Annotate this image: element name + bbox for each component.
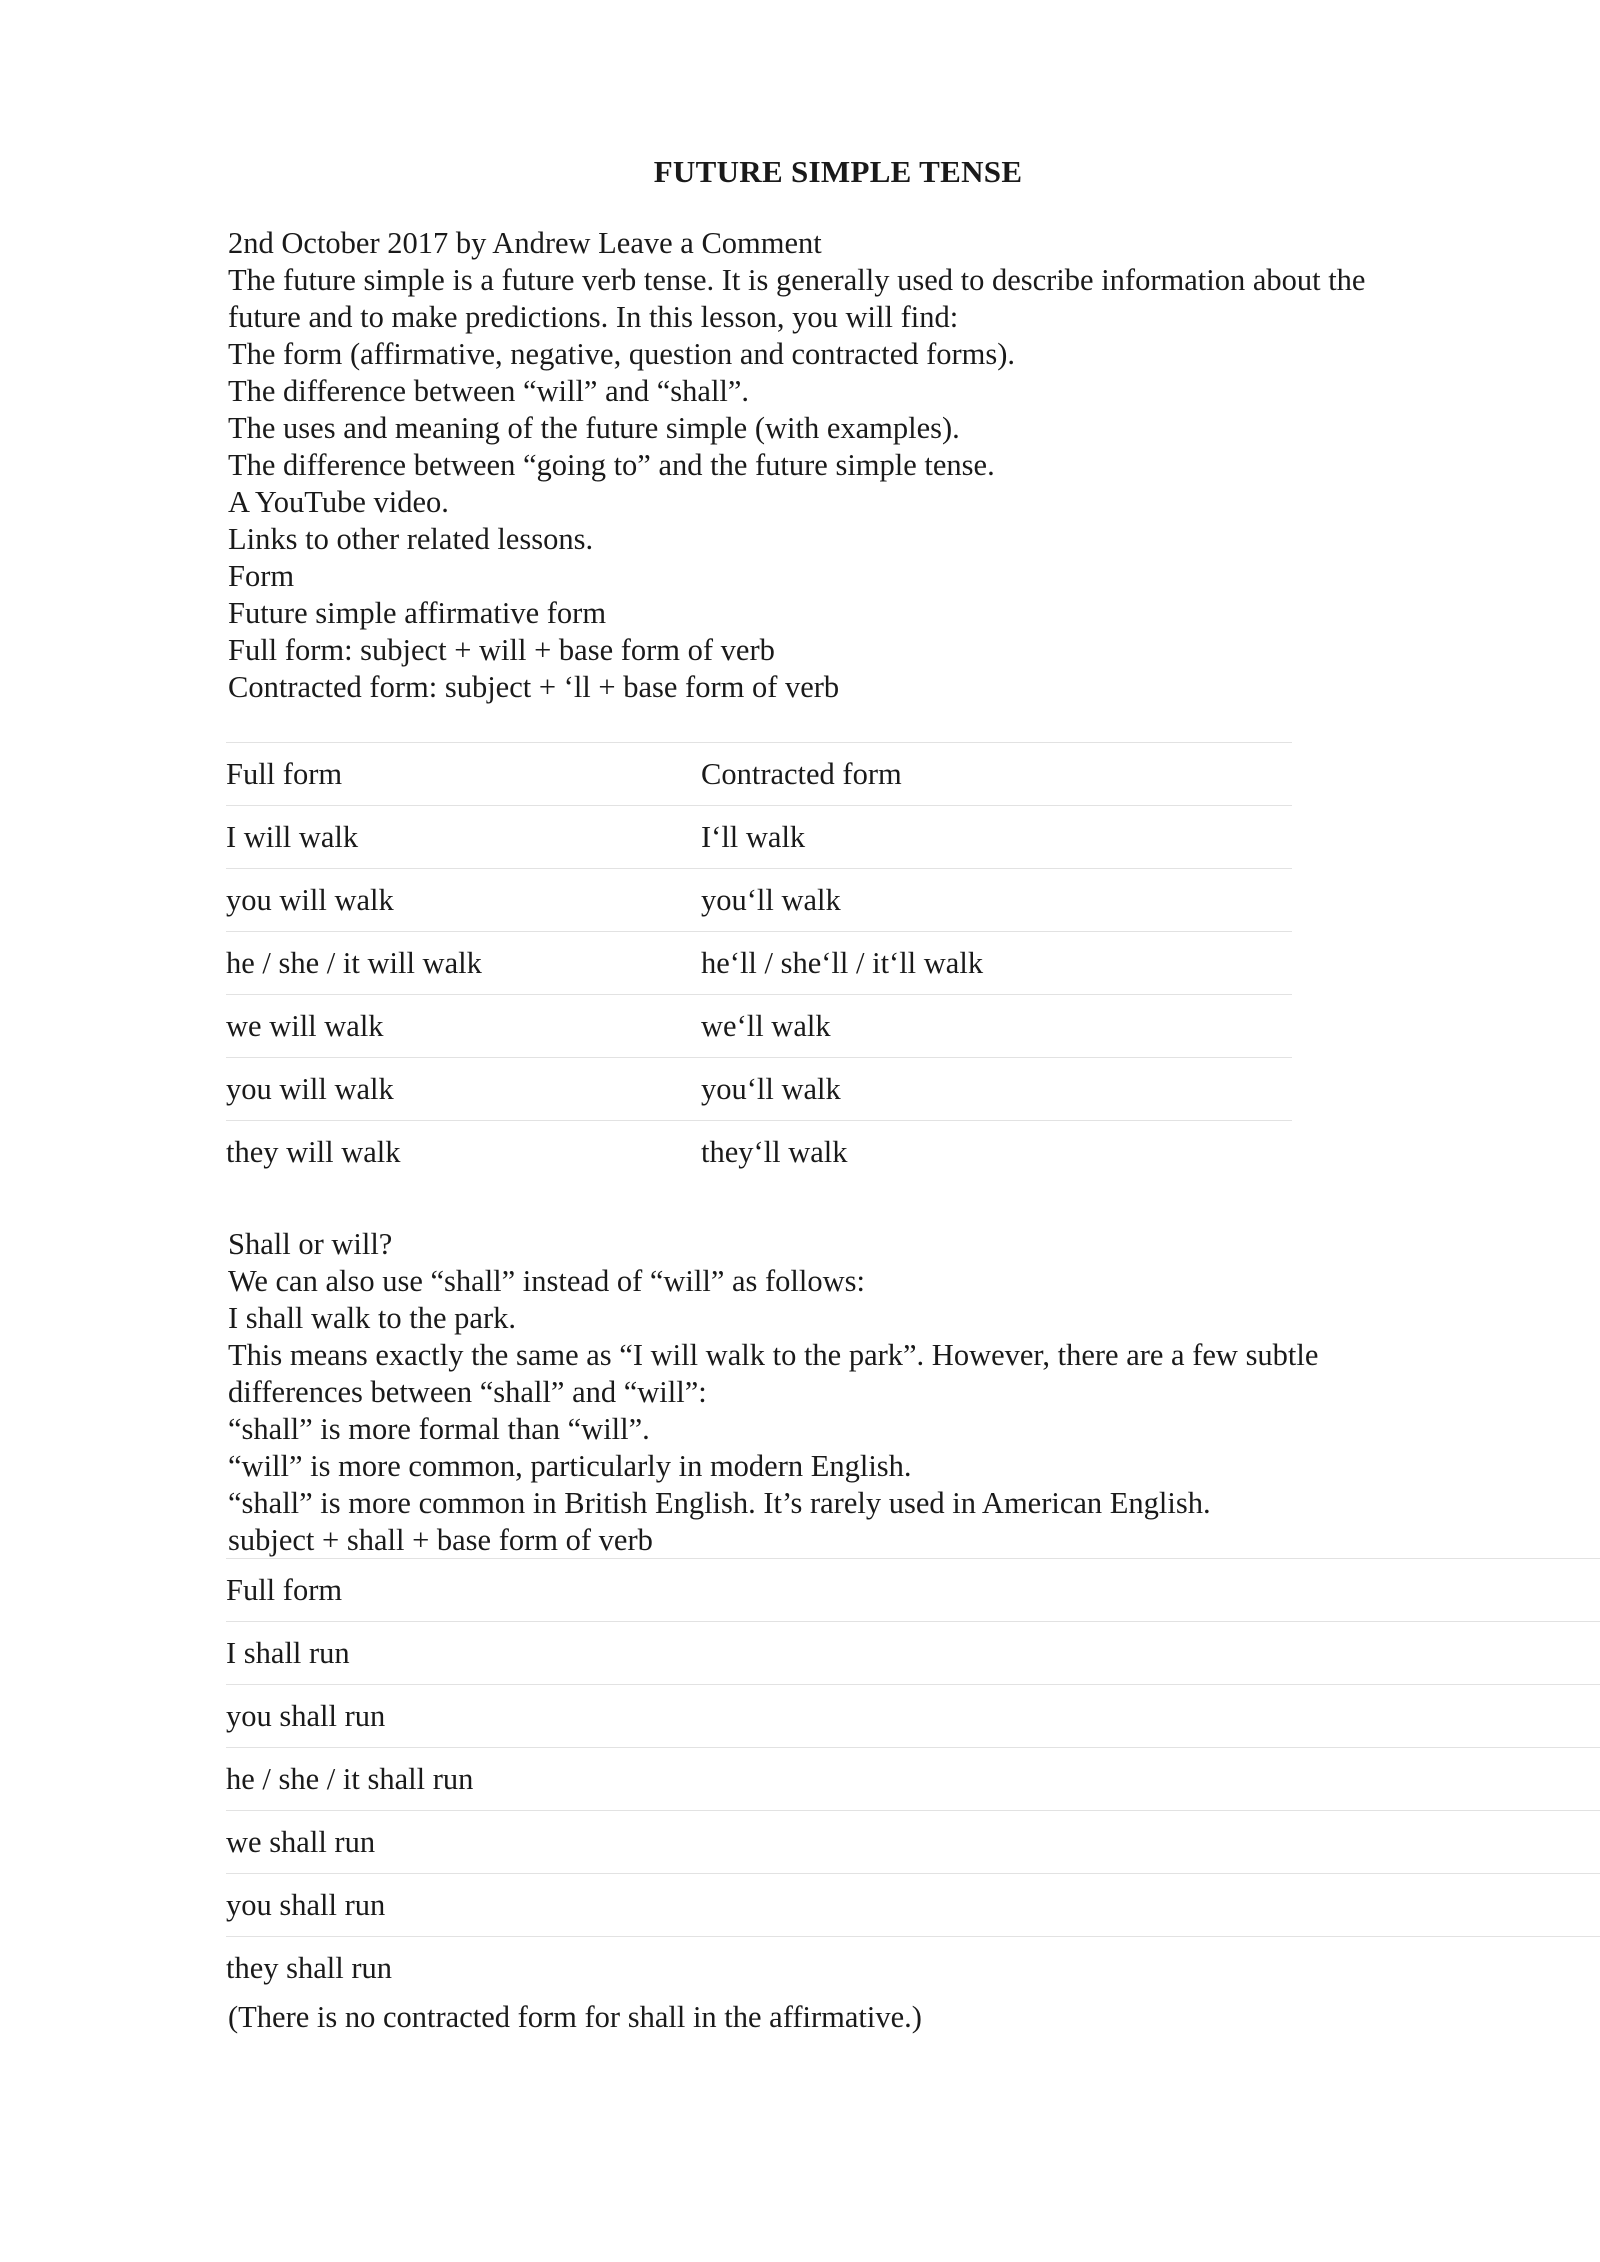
document-title: [0, 150, 1600, 194]
document-title-text: FUTURE SIMPLE TENSE: [653, 154, 1023, 189]
table-cell: they shall run: [226, 1937, 1600, 2000]
full-form-rule: Full form: subject + will + base form of verb: [228, 633, 775, 667]
lesson-contents-item: Links to other related lessons.: [228, 522, 594, 556]
table-cell: he / she / it will walk: [226, 932, 701, 995]
table-header-row: [226, 1559, 1600, 1622]
table-row: [226, 1685, 1600, 1748]
table-cell: I will walk: [226, 806, 701, 869]
table-row: [226, 1622, 1600, 1685]
table-cell: you‘ll walk: [701, 1058, 1292, 1121]
table-row: [226, 1058, 1292, 1121]
table-cell: we shall run: [226, 1811, 1600, 1874]
table-cell: you shall run: [226, 1685, 1600, 1748]
table-cell: we‘ll walk: [701, 995, 1292, 1058]
table-row: [226, 1121, 1292, 1184]
table-cell: you will walk: [226, 869, 701, 932]
column-header-contracted-form: Contracted form: [701, 743, 1292, 806]
lesson-contents-item: The difference between “will” and “shall”.: [228, 374, 750, 408]
table-row: [226, 1811, 1600, 1874]
difference-item: “will” is more common, particularly in modern English.: [228, 1449, 912, 1483]
lesson-contents-item: A YouTube video.: [228, 485, 449, 519]
table-row: [226, 995, 1292, 1058]
table-cell: they‘ll walk: [701, 1121, 1292, 1184]
subsection-heading: Future simple affirmative form: [228, 596, 607, 630]
section-heading-shall-or-will: Shall or will?: [228, 1227, 393, 1261]
lesson-contents-item: The difference between “going to” and the future simple tense.: [228, 448, 995, 482]
shall-form-rule: subject + shall + base form of verb: [228, 1523, 653, 1557]
table-row: [226, 1937, 1600, 2000]
table-cell: they will walk: [226, 1121, 701, 1184]
intro-section: [228, 225, 1468, 706]
table-cell: you shall run: [226, 1874, 1600, 1937]
table-row: [226, 806, 1292, 869]
table-cell: he‘ll / she‘ll / it‘ll walk: [701, 932, 1292, 995]
shall-paragraph-line: differences between “shall” and “will”:: [228, 1375, 707, 1409]
byline: 2nd October 2017 by Andrew Leave a Comment: [228, 226, 822, 260]
table-row: [226, 932, 1292, 995]
shall-paragraph-line: This means exactly the same as “I will walk to the park”. However, there are a few subtle: [228, 1338, 1319, 1372]
shall-or-will-section: [228, 1226, 1468, 1559]
table-cell: we will walk: [226, 995, 701, 1058]
difference-item: “shall” is more formal than “will”.: [228, 1412, 650, 1446]
table-row: [226, 1874, 1600, 1937]
shall-paragraph-line: We can also use “shall” instead of “will” as follows:: [228, 1264, 866, 1298]
example-sentence: I shall walk to the park.: [228, 1301, 516, 1335]
lesson-contents-item: The form (affirmative, negative, question and contracted forms).: [228, 337, 1016, 371]
column-header-full-form: Full form: [226, 1559, 1600, 1622]
column-header-full-form: Full form: [226, 743, 701, 806]
section-heading-form: Form: [228, 559, 295, 593]
table-cell: I‘ll walk: [701, 806, 1292, 869]
table-header-row: [226, 743, 1292, 806]
will-forms-table: [226, 742, 1292, 1183]
intro-paragraph-line: future and to make predictions. In this lesson, you will find:: [228, 300, 959, 334]
table-row: [226, 1748, 1600, 1811]
contracted-form-rule: Contracted form: subject + ‘ll + base form of verb: [228, 670, 840, 704]
table-cell: you‘ll walk: [701, 869, 1292, 932]
contracted-form-note: (There is no contracted form for shall in the affirmative.): [228, 2000, 922, 2034]
intro-paragraph-line: The future simple is a future verb tense. It is generally used to describe information about the: [228, 263, 1366, 297]
table-cell: I shall run: [226, 1622, 1600, 1685]
table-cell: you will walk: [226, 1058, 701, 1121]
difference-item: “shall” is more common in British English. It’s rarely used in American English.: [228, 1486, 1211, 1520]
lesson-contents-item: The uses and meaning of the future simple (with examples).: [228, 411, 960, 445]
shall-forms-table: [226, 1558, 1600, 1999]
table-cell: he / she / it shall run: [226, 1748, 1600, 1811]
table-row: [226, 869, 1292, 932]
